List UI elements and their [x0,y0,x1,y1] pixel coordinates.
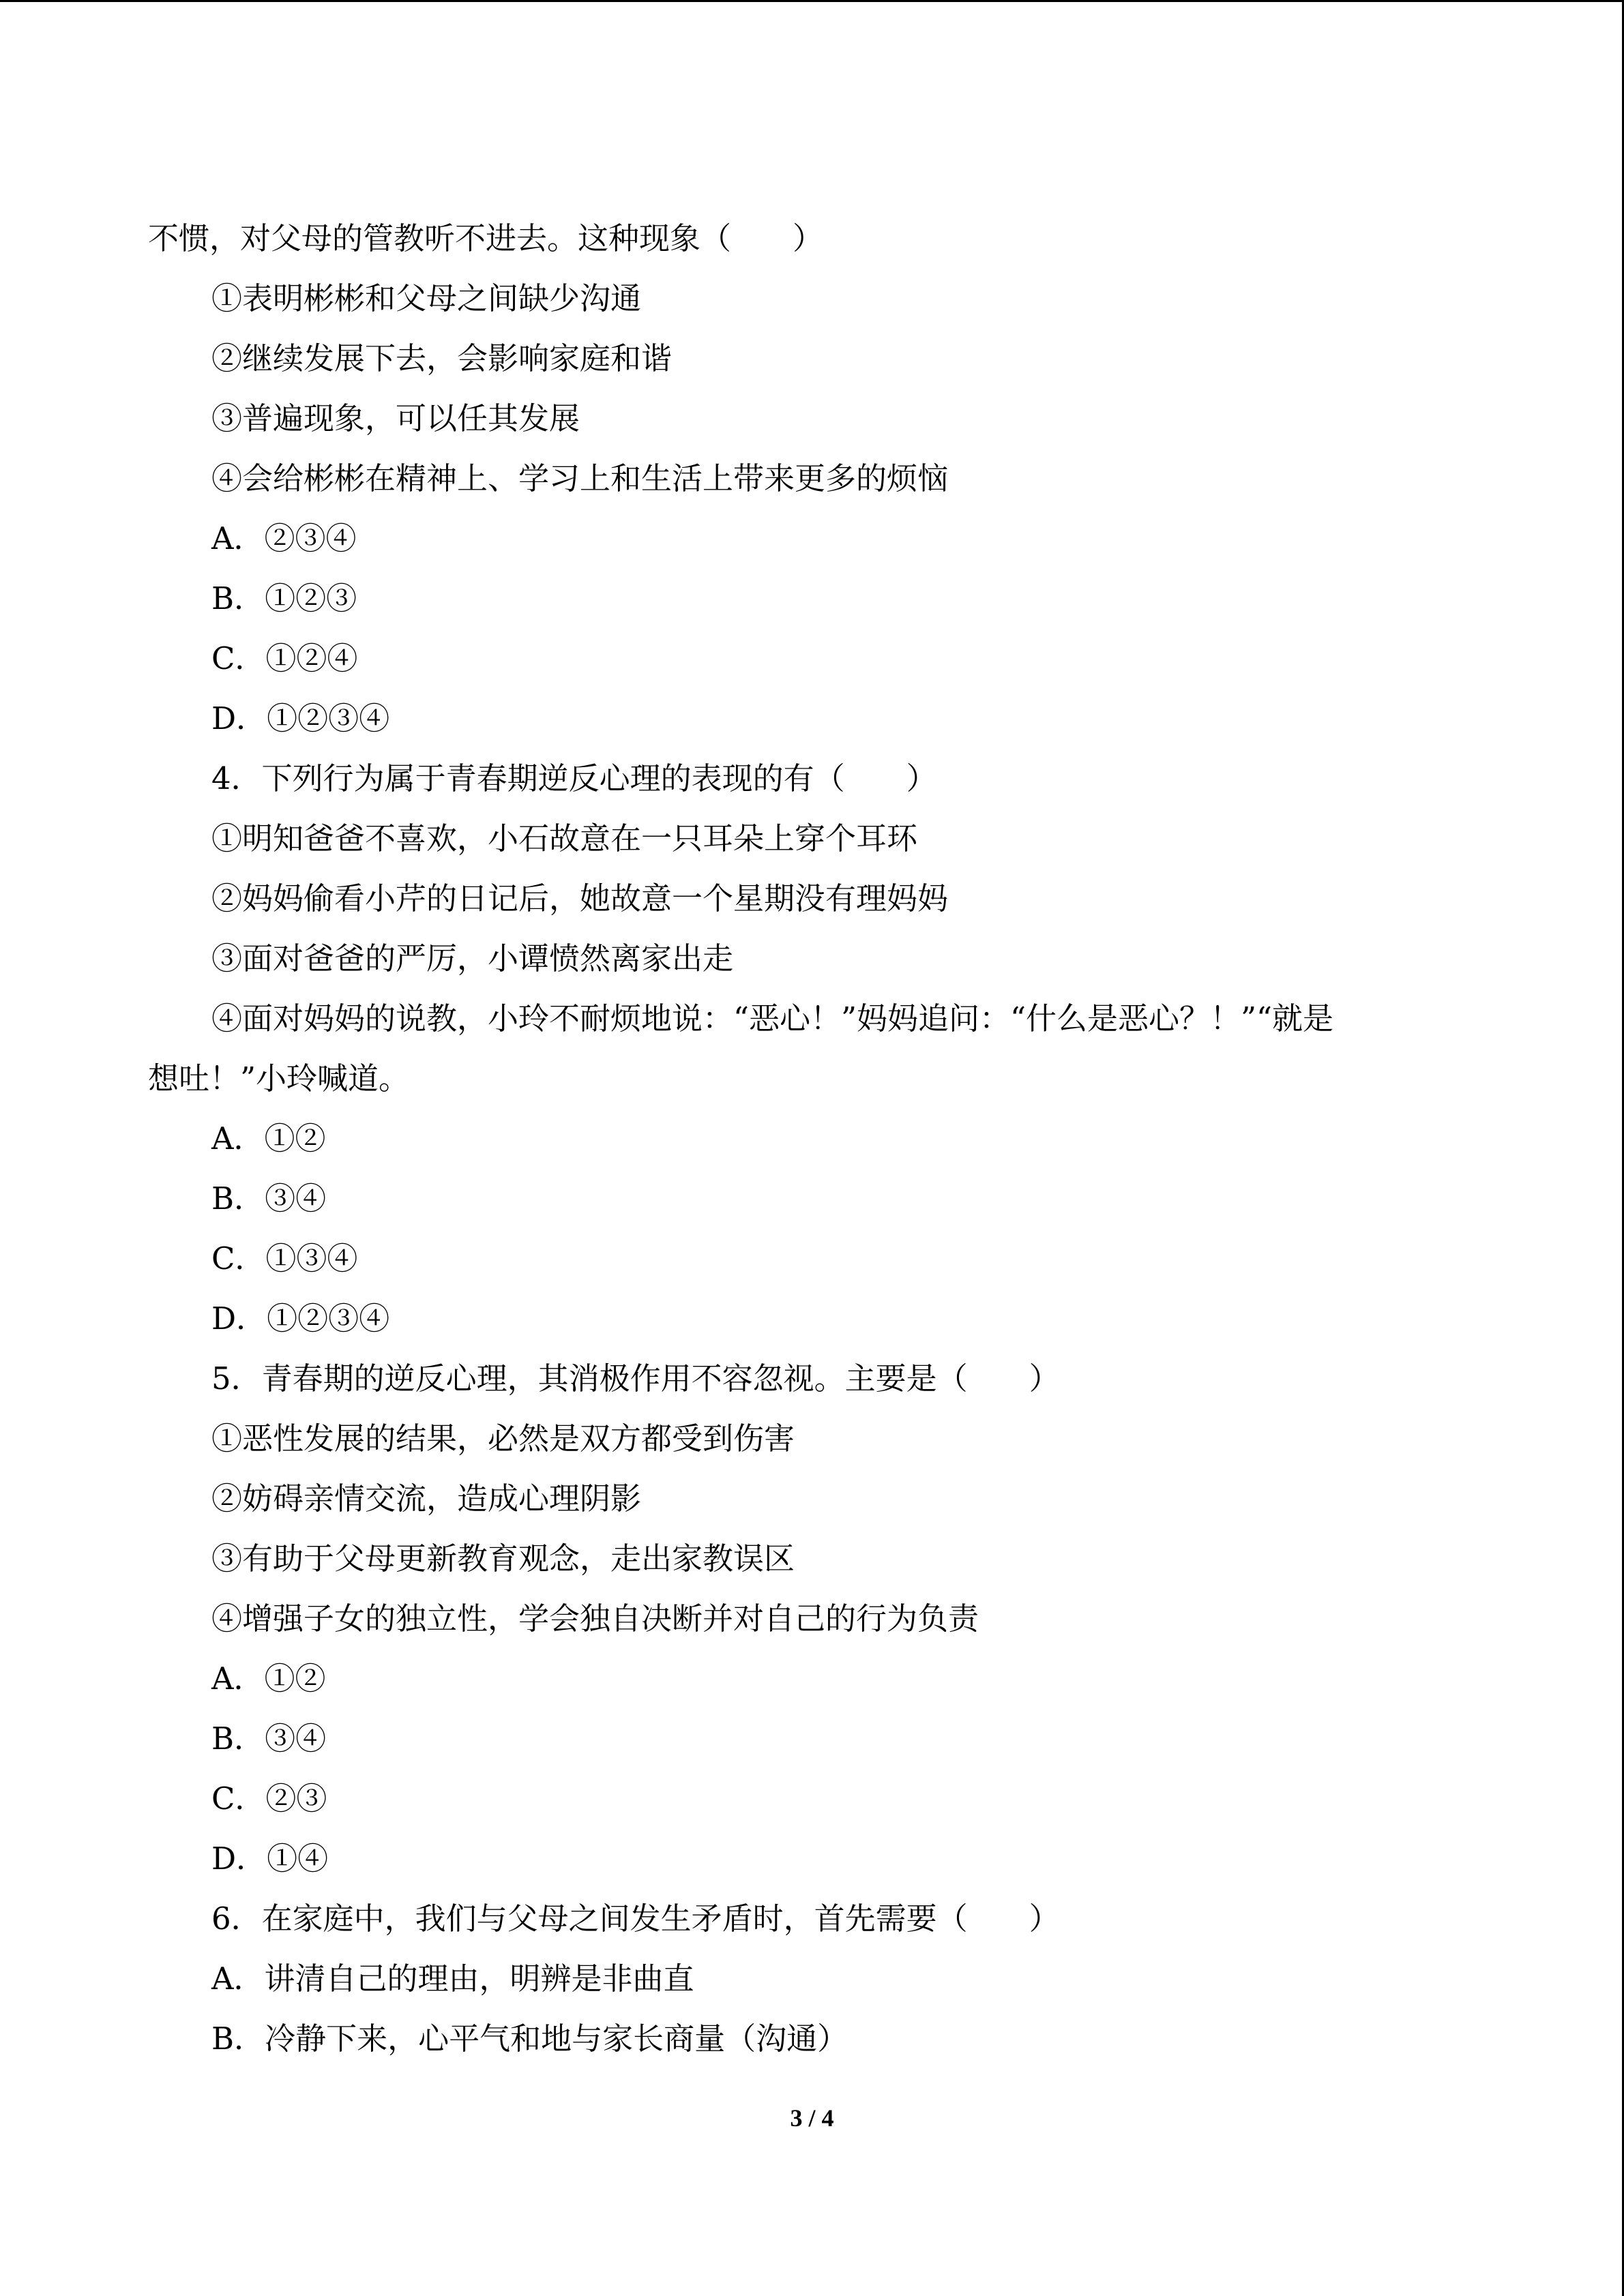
q5-option-d: D．①④ [211,1840,329,1877]
q5-option-c: C．②③ [211,1780,327,1817]
q3-option-d: D．①②③④ [211,700,390,736]
q4-stem: 4．下列行为属于青春期逆反心理的表现的有（ ） [211,760,937,796]
q5-statement-4: ④增强子女的独立性，学会独自决断并对自己的行为负责 [211,1600,979,1637]
q3-statement-3: ③普遍现象，可以任其发展 [211,400,580,436]
q3-option-c: C．①②④ [211,640,358,676]
q6-stem: 6．在家庭中，我们与父母之间发生矛盾时，首先需要（ ） [211,1900,1060,1937]
q3-option-a: A．②③④ [211,520,357,556]
q4-statement-4-line-2: 想吐！”小玲喊道。 [148,1060,410,1097]
page-number: 3 / 4 [790,2104,834,2132]
q4-option-d: D．①②③④ [211,1300,390,1337]
q4-statement-3: ③面对爸爸的严厉，小谭愤然离家出走 [211,940,734,976]
q5-statement-2: ②妨碍亲情交流，造成心理阴影 [211,1480,642,1517]
q5-stem: 5．青春期的逆反心理，其消极作用不容忽视。主要是（ ） [211,1360,1060,1397]
page-content [148,209,1485,2069]
q4-statement-2: ②妈妈偷看小芹的日记后，她故意一个星期没有理妈妈 [211,880,949,916]
q5-option-b: B．③④ [211,1720,327,1757]
q5-option-a: A．①② [211,1660,326,1697]
q3-statement-1: ①表明彬彬和父母之间缺少沟通 [211,280,642,316]
q3-statement-2: ②继续发展下去，会影响家庭和谐 [211,340,673,376]
q4-option-b: B．③④ [211,1180,327,1217]
q4-option-c: C．①③④ [211,1240,358,1277]
q4-statement-1: ①明知爸爸不喜欢，小石故意在一只耳朵上穿个耳环 [211,820,918,856]
q3-option-b: B．①②③ [211,580,357,616]
q4-statement-4-line-1: ④面对妈妈的说教，小玲不耐烦地说：“恶心！”妈妈追问：“什么是恶心？！”“就是 [211,1000,1334,1037]
q6-option-b: B．冷静下来，心平气和地与家长商量（沟通） [211,2021,848,2057]
q4-option-a: A．①② [211,1120,326,1157]
q5-statement-1: ①恶性发展的结果，必然是双方都受到伤害 [211,1420,795,1457]
q3-stem-continuation: 不惯，对父母的管教听不进去。这种现象（ ） [148,220,824,256]
q3-statement-4: ④会给彬彬在精神上、学习上和生活上带来更多的烦恼 [211,460,949,496]
q6-option-a: A．讲清自己的理由，明辨是非曲直 [211,1960,694,1997]
q5-statement-3: ③有助于父母更新教育观念，走出家教误区 [211,1540,795,1577]
